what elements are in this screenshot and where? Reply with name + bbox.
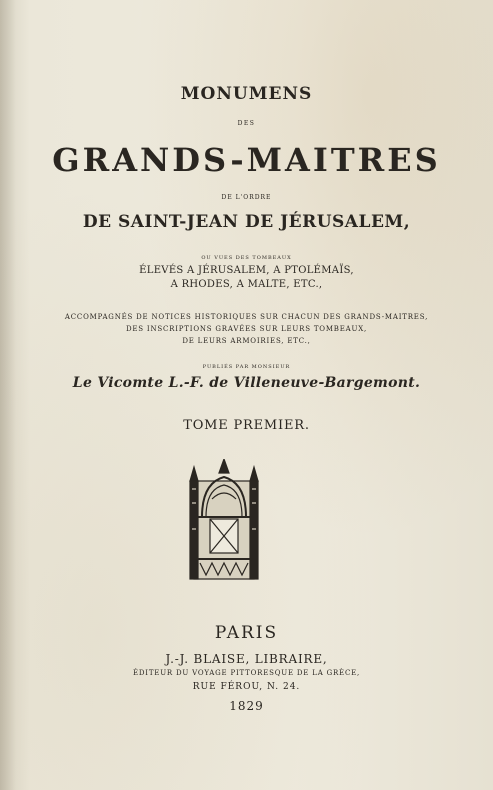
imprint-place: PARIS: [214, 623, 279, 643]
author-name: Le Vicomte L.-F. de Villeneuve-Bargemont.: [72, 375, 421, 391]
subtitle-ou-vues: OU VUES DES TOMBEAUX: [201, 255, 292, 261]
imprint-year: 1829: [229, 699, 264, 713]
imprint-address: RUE FÉROU, N. 24.: [192, 682, 301, 692]
description-line-1: ACCOMPAGNÉS DE NOTICES HISTORIQUES SUR CHACUN DES GRANDS-MAITRES,: [64, 313, 429, 321]
description-line-3: DE LEURS ARMOIRIES, ETC.,: [182, 337, 311, 345]
subtitle-places-1: ÉLEVÉS A JÉRUSALEM, A PTOLÉMAÏS,: [139, 265, 354, 276]
imprint-publisher-note: ÉDITEUR DU VOYAGE PITTORESQUE DE LA GRÈCE,: [132, 669, 361, 677]
imprint-publisher: J.-J. BLAISE, LIBRAIRE,: [165, 652, 328, 666]
subtitle-order: DE SAINT-JEAN DE JÉRUSALEM,: [82, 212, 411, 232]
published-by-label: PUBLIÉS PAR MONSIEUR: [202, 364, 291, 370]
volume-label: TOME PREMIER.: [183, 418, 310, 433]
title-line-de-l-ordre: DE L'ORDRE: [221, 194, 272, 201]
main-title: GRANDS-MAITRES: [52, 141, 441, 179]
title-line-des: DES: [237, 120, 256, 127]
description-line-2: DES INSCRIPTIONS GRAVÉES SUR LEURS TOMBEAUX,: [125, 325, 368, 333]
printer-mark-gothic-icon: [188, 459, 260, 583]
subtitle-places-2: A RHODES, A MALTE, ETC.,: [170, 279, 323, 290]
title-line-monumens: MONUMENS: [180, 84, 313, 104]
